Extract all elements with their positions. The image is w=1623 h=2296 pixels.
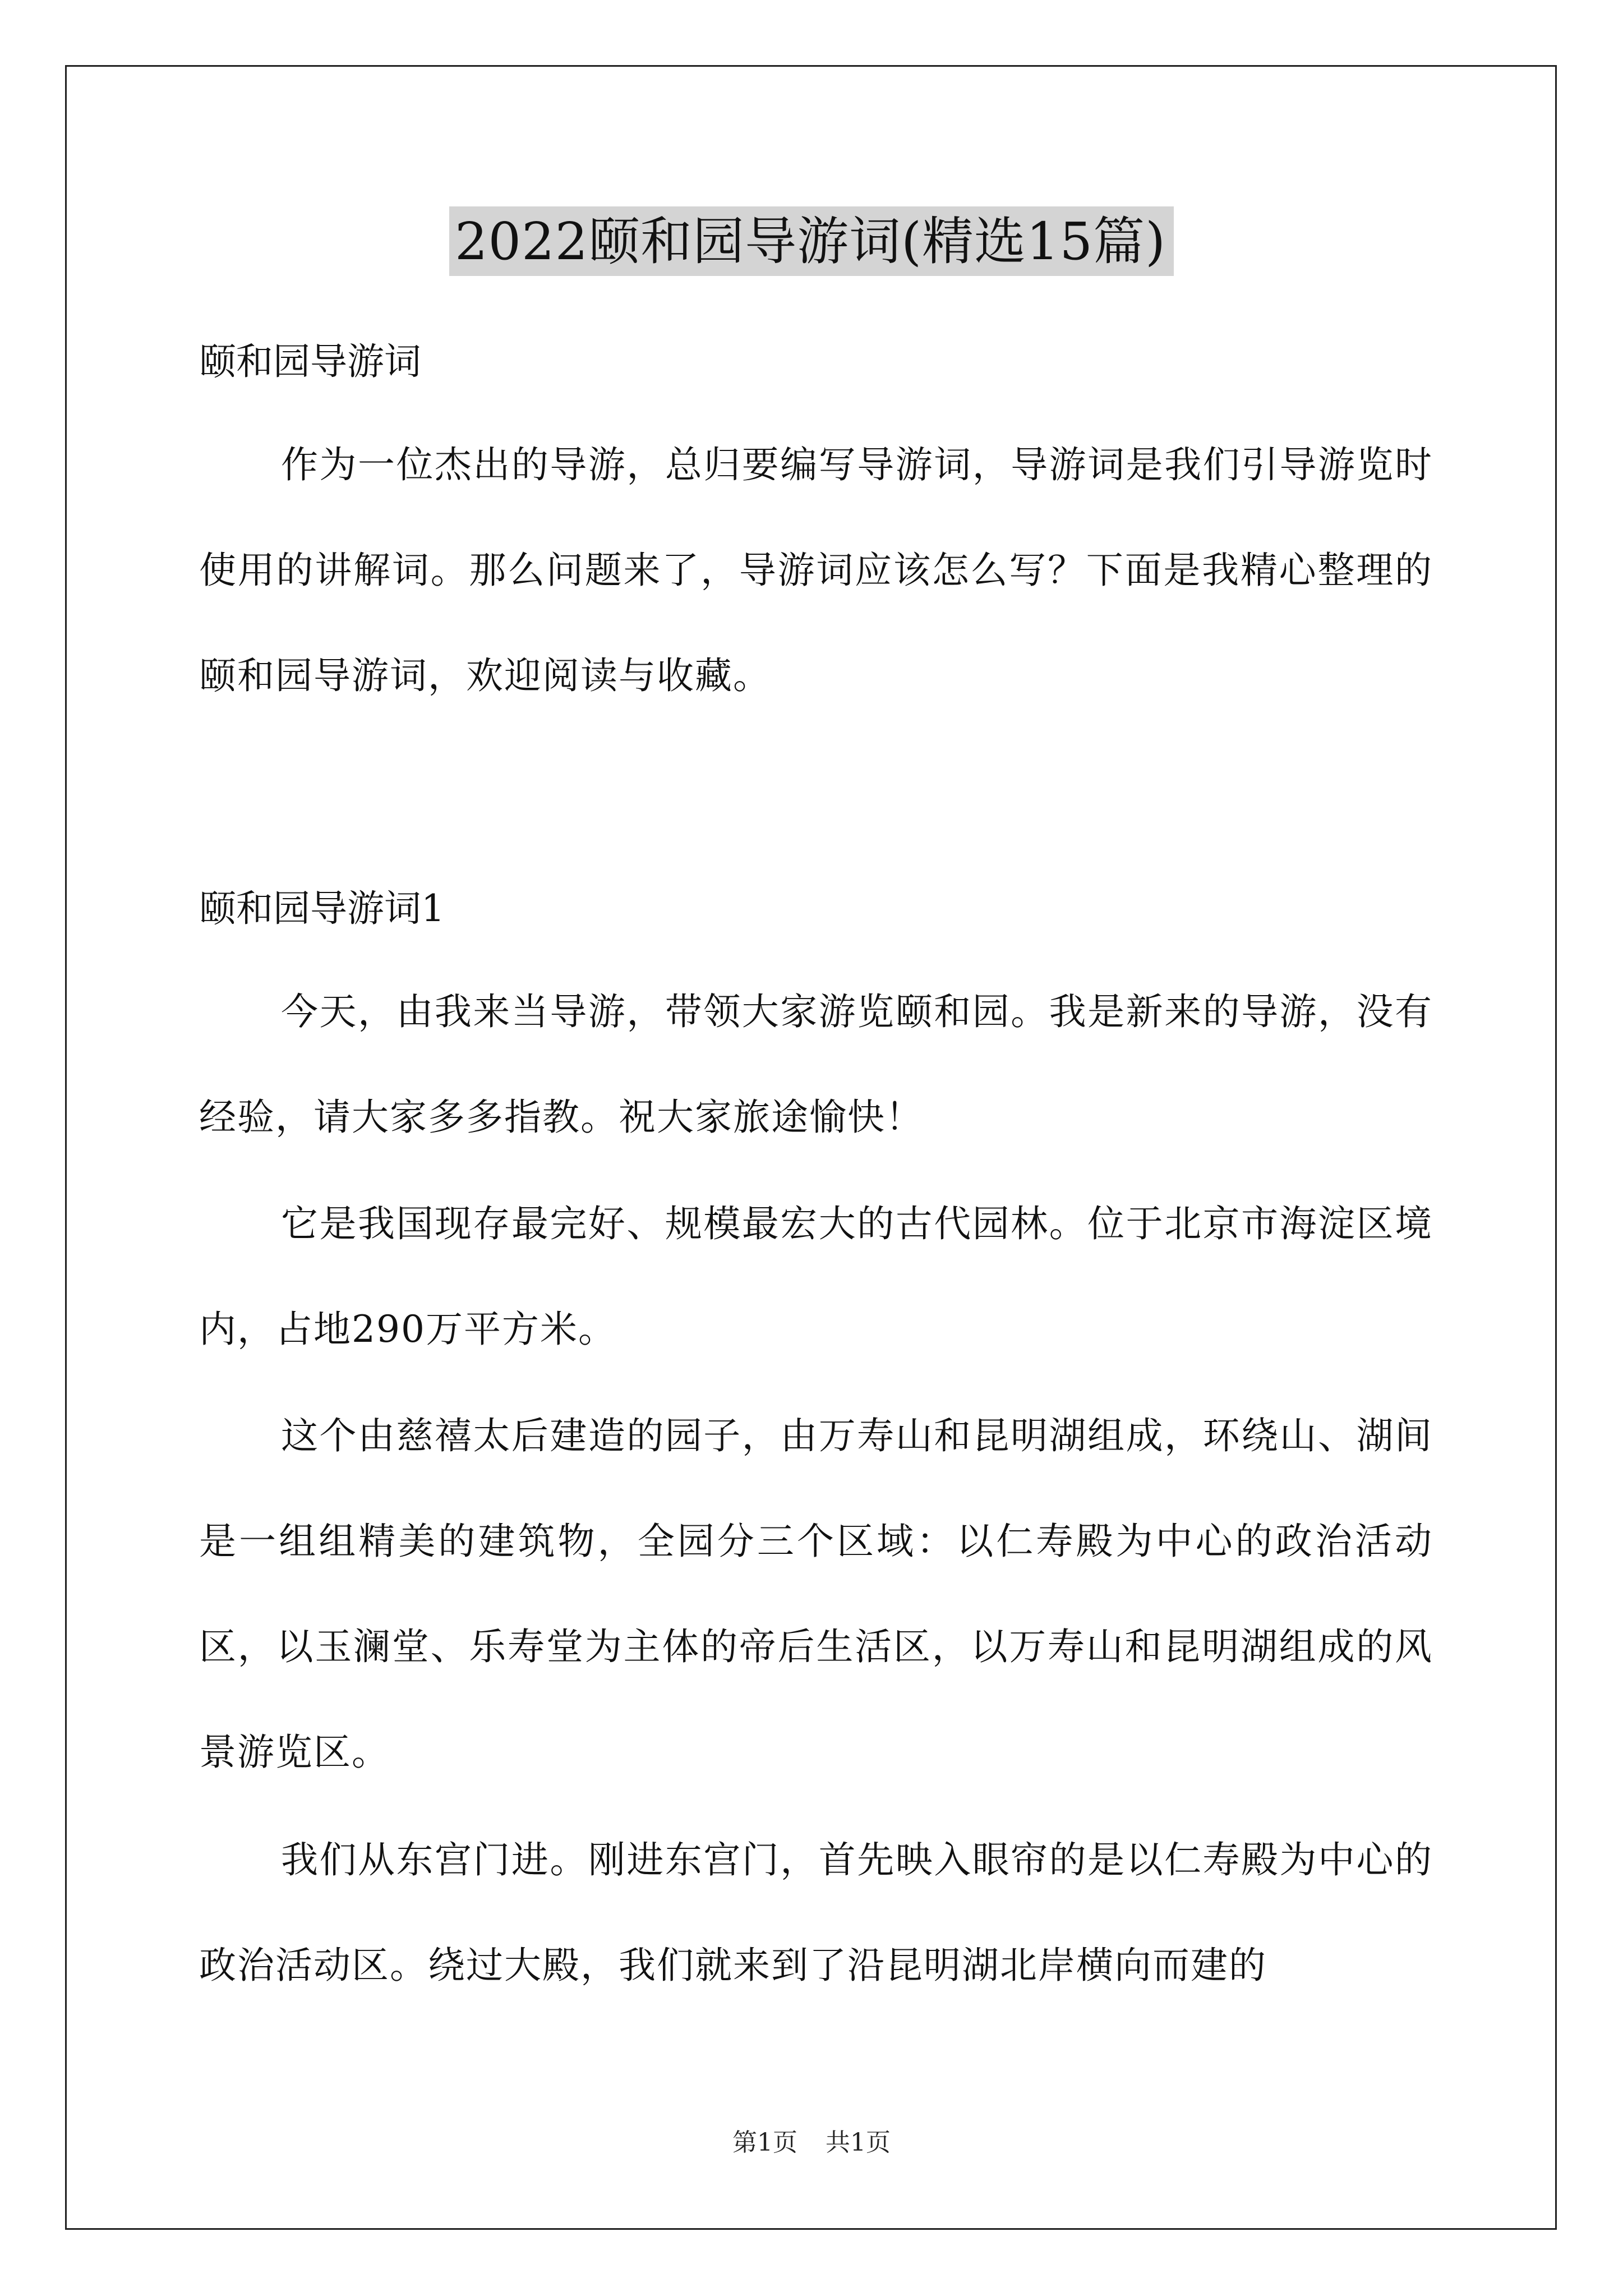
body-paragraph: 今天，由我来当导游，带领大家游览颐和园。我是新来的导游，没有经验，请大家多多指教。祝大家旅途愉快！ <box>199 990 1433 1139</box>
intro-heading: 颐和园导游词 <box>199 340 421 383</box>
title-container <box>0 206 1623 276</box>
body-paragraph: 这个由慈禧太后建造的园子，由万寿山和昆明湖组成，环绕山、湖间是一组组精美的建筑物，全园分三个区域：以仁寿殿为中心的政治活动区，以玉澜堂、乐寿堂为主体的帝后生活区，以万寿山和昆明湖组成的风景游览区。 <box>199 1414 1433 1774</box>
page-footer <box>0 2126 1623 2160</box>
section-heading: 颐和园导游词1 <box>199 887 445 930</box>
intro-paragraph: 作为一位杰出的导游，总归要编写导游词，导游词是我们引导游览时使用的讲解词。那么问题来了，导游词应该怎么写？下面是我精心整理的颐和园导游词，欢迎阅读与收藏。 <box>199 443 1433 697</box>
document-title: 2022颐和园导游词(精选15篇) <box>449 206 1174 276</box>
body-paragraph: 它是我国现存最完好、规模最宏大的古代园林。位于北京市海淀区境内，占地290万平方米。 <box>199 1202 1433 1351</box>
page-number: 第1页 <box>732 2128 797 2157</box>
page-total: 共1页 <box>826 2128 891 2157</box>
body-paragraph: 我们从东宫门进。刚进东宫门，首先映入眼帘的是以仁寿殿为中心的政治活动区。绕过大殿，我们就来到了沿昆明湖北岸横向而建的 <box>199 1838 1433 1987</box>
